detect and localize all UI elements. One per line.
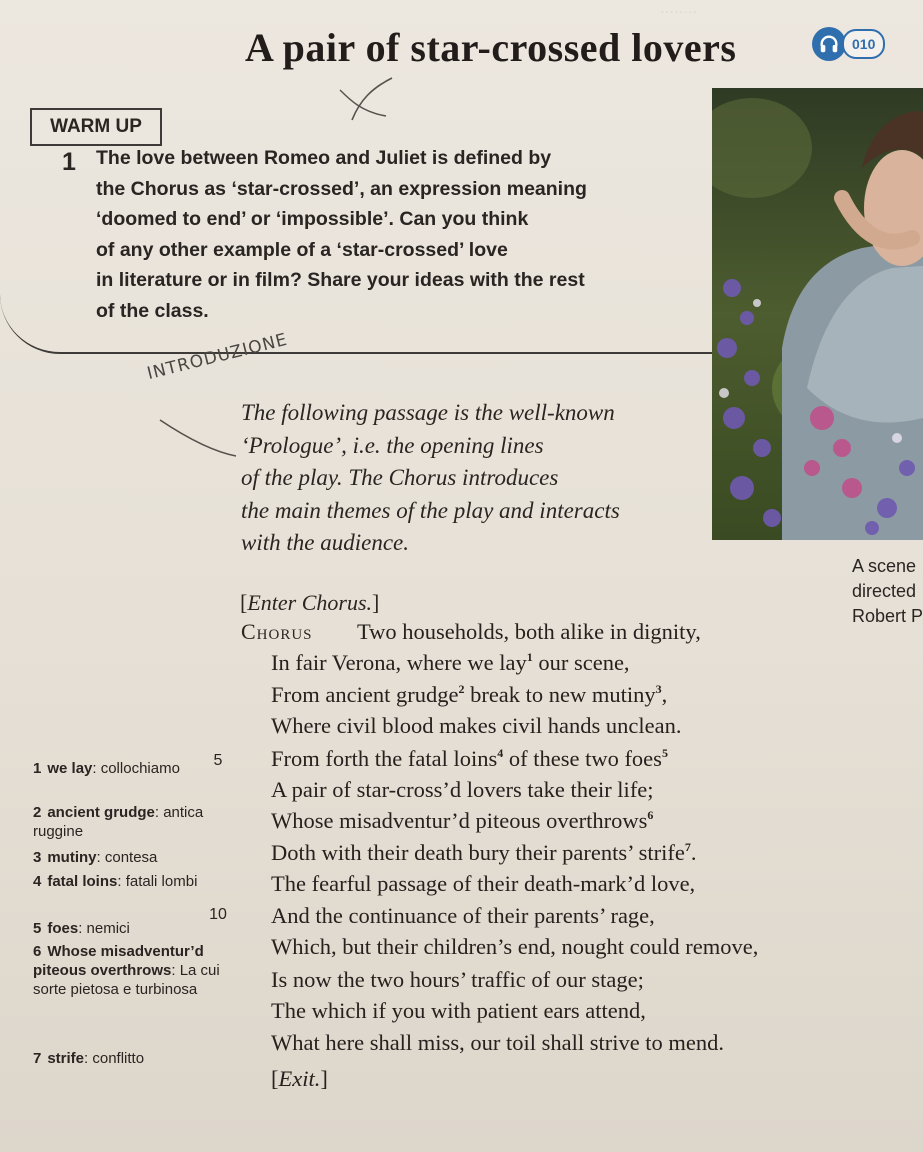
- poem-line: [357, 619, 701, 645]
- footnote-marker: 2: [458, 682, 465, 696]
- glossary-translation: antica ruggine: [33, 804, 204, 840]
- footnote-marker: 1: [526, 650, 533, 664]
- glossary-number: 5: [33, 920, 42, 937]
- question-line: ‘doomed to end’ or ‘impossible’. Can you think: [96, 208, 529, 230]
- question-number: 1: [62, 148, 76, 176]
- stage-direction-exit: [Exit.]: [271, 1066, 328, 1091]
- glossary-translation: nemici: [86, 920, 130, 937]
- poem-text: A pair of star-cross’d lovers take their life;: [271, 777, 654, 802]
- poem-text: From forth the fatal loins: [271, 746, 498, 771]
- glossary-number: 2: [33, 804, 42, 821]
- page-title: A pair of star-crossed lovers: [245, 25, 737, 70]
- glossary-translation: La cui sorte pietosa e turbinosa: [33, 962, 220, 998]
- warm-up-label: WARM UP: [30, 108, 162, 146]
- poem-text: Which, but their children’s end, nought could remove,: [271, 934, 759, 959]
- line-number: 5: [213, 752, 223, 769]
- glossary-term: we lay: [47, 760, 93, 777]
- footnote-marker: 6: [647, 808, 654, 822]
- audio-track-number: 010: [842, 29, 885, 59]
- introduction-text: [241, 397, 686, 560]
- poem-text: of these two foes: [503, 746, 662, 771]
- glossary-separator: :: [78, 920, 83, 937]
- glossary-entry: [33, 803, 223, 841]
- glossary-separator: :: [117, 873, 122, 890]
- poem-line: [271, 903, 655, 929]
- glossary-separator: :: [154, 804, 160, 821]
- caption-line: directed: [852, 581, 917, 601]
- glossary-entry: [33, 872, 223, 891]
- intro-line: of the play. The Chorus introduces: [241, 465, 559, 490]
- glossary-translation: collochiamo: [100, 760, 180, 777]
- poem-text: Doth with their death bury their parents’ strife: [271, 840, 685, 865]
- caption-line: Robert P: [852, 606, 923, 626]
- poem-text: break to new mutiny: [464, 682, 656, 707]
- glossary-entry: [33, 919, 223, 938]
- poem-text: The which if you with patient ears attend,: [271, 998, 646, 1023]
- poem-text: And the continuance of their parents’ rage,: [271, 903, 655, 928]
- poem-line: [271, 650, 630, 676]
- poem-line: [271, 746, 668, 772]
- glossary-separator: :: [84, 1050, 89, 1067]
- glossary-separator: :: [92, 760, 97, 777]
- glossary-number: 3: [33, 849, 42, 866]
- poem-line: [271, 934, 758, 960]
- glossary-entry: [33, 848, 223, 867]
- poem-line: [271, 713, 682, 739]
- caption-line: A scene: [852, 556, 917, 576]
- glossary-term: mutiny: [47, 849, 97, 866]
- show-through-text: ········: [660, 6, 698, 21]
- poem-text: our scene,: [532, 650, 630, 675]
- glossary-separator: :: [171, 962, 176, 979]
- glossary-term: strife: [47, 1050, 85, 1067]
- warm-up-question: [96, 143, 646, 326]
- poem-text: Two households, both alike in dignity,: [357, 619, 701, 644]
- poem-line: [271, 808, 653, 834]
- poem-text: In fair Verona, where we lay: [271, 650, 527, 675]
- glossary-entry: [33, 942, 223, 999]
- glossary-number: 6: [33, 943, 42, 960]
- question-line: the Chorus as ‘star-crossed’, an expression meaning: [96, 177, 587, 200]
- stage-direction-text: Enter Chorus.: [247, 590, 373, 615]
- glossary-translation: contesa: [104, 849, 158, 866]
- poem-text: Whose misadventur’d piteous overthrows: [271, 808, 648, 833]
- glossary-number: 4: [33, 873, 42, 890]
- glossary-translation: conflitto: [92, 1050, 145, 1067]
- speaker-name: Chorus: [241, 619, 313, 644]
- glossary-entry: [33, 759, 223, 778]
- poem-line: [271, 871, 695, 897]
- poem-text: .: [690, 840, 697, 865]
- poem-text: Where civil blood makes civil hands unclean.: [271, 713, 682, 738]
- stage-direction-text: Exit.: [278, 1066, 321, 1091]
- audio-track-badge[interactable]: [812, 27, 904, 61]
- film-scene-photo: [712, 88, 923, 540]
- question-line: of the class.: [96, 299, 209, 322]
- glossary-term: ancient grudge: [47, 804, 155, 821]
- poem-line: [271, 777, 654, 803]
- footnote-marker: 4: [497, 746, 504, 760]
- poem-line: [271, 682, 667, 708]
- headphones-icon: [812, 27, 846, 61]
- poem-line: [271, 967, 644, 993]
- glossary-term: foes: [47, 920, 79, 937]
- poem-text: From ancient grudge: [271, 682, 459, 707]
- poem-text: What here shall miss, our toil shall strive to mend.: [271, 1030, 725, 1055]
- glossary-separator: :: [96, 849, 101, 866]
- question-line: The love between Romeo and Juliet is defined by: [96, 147, 552, 169]
- intro-line: the main themes of the play and interacts: [241, 497, 620, 523]
- poem-line: [271, 1030, 724, 1056]
- glossary-term: fatal loins: [47, 873, 118, 890]
- glossary-entry: [33, 1049, 223, 1068]
- poem-line: [271, 998, 646, 1024]
- glossary-term: Whose misadventur’d piteous overthrows: [33, 943, 204, 979]
- line-number: 10: [209, 906, 227, 923]
- glossary-translation: fatali lombi: [125, 873, 198, 890]
- question-line: of any other example of a ‘star-crossed’ love: [96, 238, 508, 261]
- poem-text: Is now the two hours’ traffic of our stage;: [271, 967, 644, 992]
- glossary-number: 7: [33, 1050, 42, 1067]
- intro-line: with the audience.: [241, 530, 409, 555]
- question-line: in literature or in film? Share your ideas with the rest: [96, 269, 585, 291]
- poem-line: [271, 840, 696, 866]
- intro-line: ‘Prologue’, i.e. the opening lines: [241, 432, 544, 458]
- footnote-marker: 3: [655, 682, 662, 696]
- photo-caption: [852, 554, 923, 629]
- poem-text: The fearful passage of their death-mark’d love,: [271, 871, 696, 896]
- stage-direction-enter: [Enter Chorus.]: [240, 590, 380, 615]
- footnote-marker: 5: [661, 746, 668, 760]
- glossary-number: 1: [33, 760, 42, 777]
- footnote-marker: 7: [684, 840, 691, 854]
- poem-text: ,: [661, 682, 668, 707]
- handwritten-note: INTRODUZIONE: [145, 329, 290, 384]
- intro-line: The following passage is the well-known: [241, 400, 615, 425]
